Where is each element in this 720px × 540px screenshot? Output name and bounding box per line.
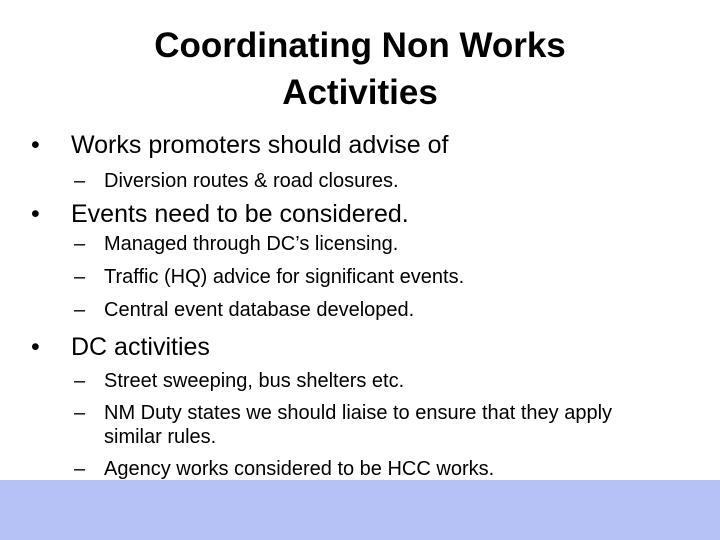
bullet-item-dc-activities bbox=[31, 332, 210, 362]
bullet-item-works-promoters bbox=[31, 130, 448, 160]
sub-bullet-marker: – bbox=[74, 458, 86, 480]
sub-bullet-text: Central event database developed. bbox=[104, 299, 415, 321]
bullet-marker: • bbox=[31, 333, 40, 361]
sub-bullet-diversion-routes bbox=[74, 169, 674, 193]
sub-bullet-traffic-advice bbox=[74, 265, 674, 289]
sub-bullet-text: NM Duty states we should liaise to ensure that they apply similar rules. bbox=[104, 402, 613, 448]
bullet-text: DC activities bbox=[71, 333, 210, 361]
sub-bullet-licensing bbox=[74, 232, 674, 256]
sub-bullet-nm-duty bbox=[74, 401, 674, 449]
sub-bullet-text: Traffic (HQ) advice for significant events. bbox=[104, 266, 465, 288]
footer-bar bbox=[0, 480, 720, 540]
sub-bullet-event-database bbox=[74, 298, 674, 322]
sub-bullet-marker: – bbox=[74, 170, 86, 192]
sub-bullet-marker: – bbox=[74, 233, 86, 255]
slide-title-line-1: Coordinating Non Works bbox=[154, 26, 566, 65]
slide-title-line-2: Activities bbox=[282, 73, 438, 112]
sub-bullet-text: Street sweeping, bus shelters etc. bbox=[104, 370, 405, 392]
bullet-marker: • bbox=[31, 200, 40, 228]
bullet-item-events bbox=[31, 199, 409, 229]
sub-bullet-agency-works bbox=[74, 457, 674, 481]
sub-bullet-marker: – bbox=[74, 402, 86, 424]
bullet-text: Works promoters should advise of bbox=[71, 131, 449, 159]
sub-bullet-marker: – bbox=[74, 299, 86, 321]
slide-title bbox=[40, 22, 680, 116]
sub-bullet-text: Managed through DC’s licensing. bbox=[104, 233, 399, 255]
bullet-marker: • bbox=[31, 131, 40, 159]
sub-bullet-text: Diversion routes & road closures. bbox=[104, 170, 399, 192]
sub-bullet-marker: – bbox=[74, 266, 86, 288]
sub-bullet-text: Agency works considered to be HCC works. bbox=[104, 458, 495, 480]
sub-bullet-marker: – bbox=[74, 370, 86, 392]
bullet-text: Events need to be considered. bbox=[71, 200, 409, 228]
sub-bullet-street-sweeping bbox=[74, 369, 674, 393]
